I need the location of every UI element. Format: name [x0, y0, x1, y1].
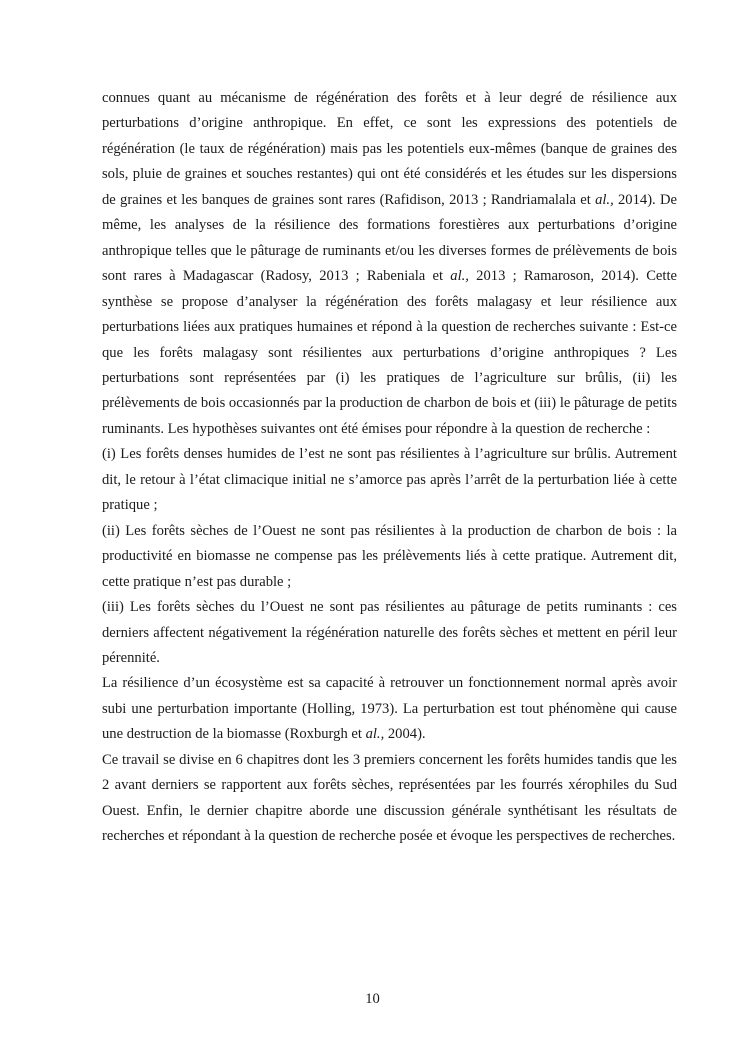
body-text — [102, 86, 677, 850]
paragraph — [102, 671, 677, 747]
text-run: 2014). De même, les analyses de la résilience des formations forestières aux perturbations d’origine anthropique telles que le pâturage de ruminants et/ou les diverses formes de prélèvements de bois sont rares à Madagascar (Radosy, 2013 ; Rabeniala et — [102, 191, 677, 285]
italic-citation: al., — [365, 726, 385, 743]
text-run: Ce travail se divise en 6 chapitres dont les 3 premiers concernent les forêts humides tandis que les 2 avant derniers se rapportent aux forêts sèches, représentées par les fourrés xérophiles du Sud Ouest. Enfin, le dernier chapitre aborde une discussion générale synthétisant les résultats de recherches et répondant à la question de recherche posée et évoque les perspectives de recherches. — [102, 751, 677, 845]
paragraph — [102, 748, 677, 850]
page-number: 10 — [365, 991, 380, 1007]
text-run: (ii) Les forêts sèches de l’Ouest ne sont pas résilientes à la production de charbon de bois : la productivité en biomasse ne compense pas les prélèvements liés à cette pratique. Autrement dit, cette pratique n’est pas durable ; — [102, 522, 677, 590]
text-run: 2013 ; Ramaroson, 2014). Cette synthèse se propose d’analyser la régénération des forêts malagasy et leur résilience aux perturbations liées aux pratiques humaines et répond à la question de recherches suivante : Est-ce que les forêts malagasy sont résilientes aux perturbations d’origine anthropiques ? Les perturbations sont représentées par (i) les pratiques de l’agriculture sur brûlis, (ii) les prélèvements de bois occasionnés par la production de charbon de bois et (iii) le pâturage de petits ruminants. Les hypothèses suivantes ont été émises pour répondre à la question de recherche : — [102, 268, 677, 437]
paragraph — [102, 519, 677, 595]
text-run: (iii) Les forêts sèches du l’Ouest ne sont pas résilientes au pâturage de petits ruminants : ces derniers affectent négativement la régénération naturelle des forêts sèches et mettent en péril leur pérennité. — [102, 599, 677, 666]
paragraph — [102, 442, 677, 518]
italic-citation: al., — [450, 268, 469, 285]
text-run: connues quant au mécanisme de régénération des forêts et à leur degré de résilience aux perturbations d’origine anthropique. En effet, ce sont les expressions des potentiels de régénération (le taux de régénération) mais pas les potentiels eux-mêmes (banque de graines des sols, pluie de graines et souches restantes) qui ont été considérés et les études sur les dispersions de graines et les banques de graines sont rares (Rafidison, 2013 ; Randriamalala et — [102, 90, 677, 208]
text-run: 2004). — [384, 726, 426, 743]
paragraph — [102, 595, 677, 671]
text-run: La résilience d’un écosystème est sa capacité à retrouver un fonctionnement normal après avoir subi une perturbation importante (Holling, 1973). La perturbation est tout phénomène qui cause une destruction de la biomasse (Roxburgh et — [102, 675, 677, 743]
paragraph — [102, 86, 677, 442]
italic-citation: al., — [595, 191, 614, 208]
text-run: (i) Les forêts denses humides de l’est ne sont pas résilientes à l’agriculture sur brûlis. Autrement dit, le retour à l’état climacique initial ne s’amorce pas après l’arrêt de la perturbation liée à cette pratique ; — [102, 446, 677, 514]
